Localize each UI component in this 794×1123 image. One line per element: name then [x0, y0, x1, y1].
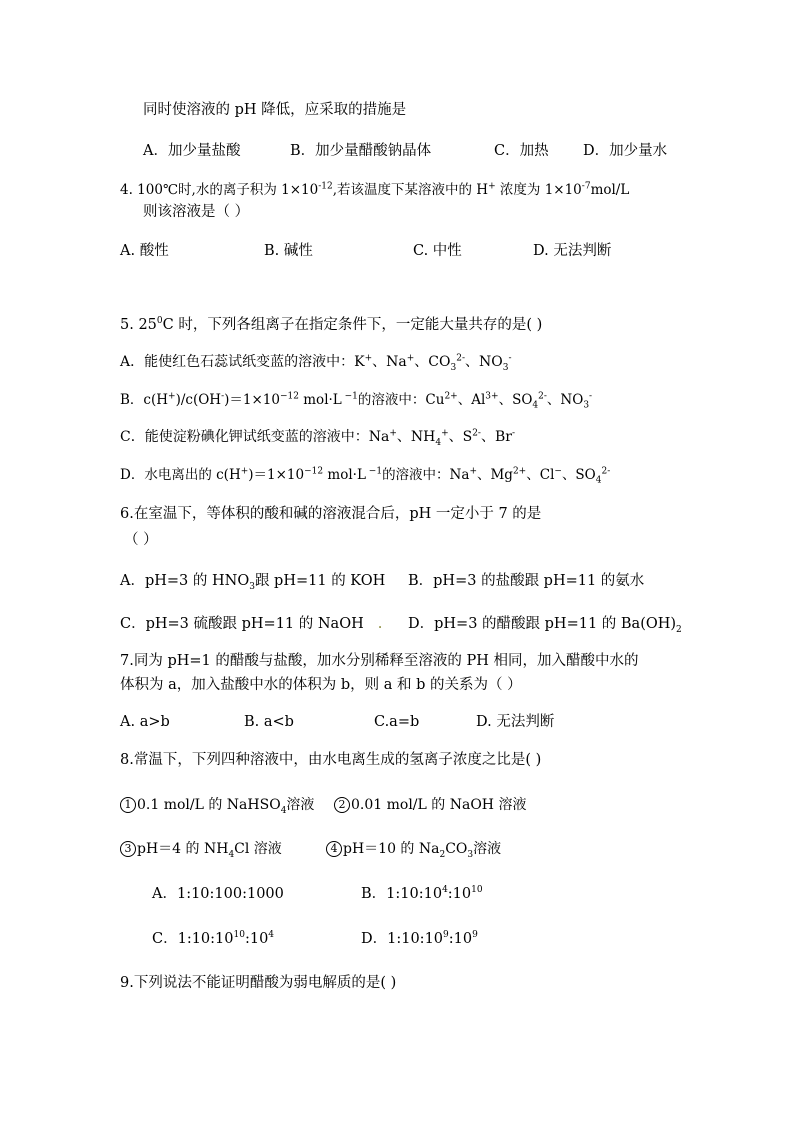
q5-c-text: 、S	[448, 429, 473, 445]
q8-d-sup: 9	[472, 930, 478, 941]
q8-s3-sub: 4	[228, 849, 235, 860]
q8-d-text: D．1:10:10	[361, 931, 444, 947]
q8-s4-sub: 3	[467, 849, 474, 860]
q9-stem: 9.下列说法不能证明醋酸为弱电解质的是( )	[120, 975, 397, 991]
q8-stem: 8.常温下，下列四种溶液中，由水电离生成的氢离子浓度之比是( )	[120, 752, 542, 768]
q8-option-a: A．1:10:100:1000	[152, 886, 284, 902]
q7-option-a: A. a>b	[120, 714, 170, 730]
q5-a-text: A．能使红色石蕊试纸变蓝的溶液中：K	[120, 354, 365, 370]
q5-stem	[120, 315, 542, 335]
q5-a-sup: +	[406, 353, 415, 364]
q5-c-text: 、NH	[396, 429, 436, 445]
q5-d-sup: −1	[365, 466, 383, 477]
q5-b-text: 的溶液中：Cu	[357, 392, 445, 408]
q6-d-sub: 2	[676, 624, 682, 635]
q8-option-b	[361, 884, 483, 904]
q8-solution-4	[326, 839, 501, 859]
q8-d-sup: 9	[443, 930, 449, 941]
q5-c-text: 、Br	[480, 429, 512, 445]
q5-d-sup: −12	[304, 466, 324, 477]
q3-option-c: C．加热	[494, 143, 549, 159]
q8-s1-sub: 4	[280, 805, 287, 816]
q5-d-sup: +	[469, 466, 477, 477]
q6-a-text: 跟 pH=11 的 KOH	[254, 573, 386, 589]
q8-solution-3	[120, 839, 282, 859]
q8-c-sup: 10	[233, 930, 245, 941]
q8-c-text: :10	[244, 931, 269, 947]
q5-c-sub: 4	[435, 437, 442, 448]
q6-a-sub: 3	[249, 581, 255, 592]
q5-b-sup: -	[221, 391, 225, 402]
q7-stem-line2: 体积为 a，加入盐酸中水的体积为 b，则 a 和 b 的关系为（ ）	[120, 677, 522, 693]
q5-d-sup: 2+	[512, 466, 527, 477]
q5-a-sub: 3	[502, 362, 509, 373]
q5-d-sup: +	[240, 466, 249, 477]
q6-a-text: A．pH=3 的 HNO	[120, 573, 250, 589]
q5-text: C 时，下列各组离子在指定条件下，一定能大量共存的是( )	[162, 317, 543, 333]
q8-b-text: B．1:10:10	[361, 886, 443, 902]
circled-number-icon: 2	[334, 797, 350, 813]
q5-c-sup: +	[441, 428, 449, 439]
q4-exp: -12	[318, 181, 333, 192]
q8-s1-text: 0.1 mol/L 的 NaHSO	[137, 797, 281, 813]
q5-d-sup: −	[554, 466, 562, 477]
q5-option-b	[120, 390, 592, 410]
q5-a-sup: -	[508, 353, 512, 364]
q8-s4-text: 溶液	[473, 841, 502, 857]
q6-c-text: C．pH=3 硫酸跟 pH=11 的 NaOH	[120, 616, 364, 632]
q8-solution-2	[334, 795, 526, 815]
q4-text: 4. 100℃时,水的离子积为 1×10	[120, 182, 319, 198]
q5-d-text: mol·L	[323, 467, 366, 483]
q5-d-text: )＝1×10	[248, 467, 305, 483]
q6-stem: 6.在室温下，等体积的酸和碱的溶液混合后，pH 一定小于 7 的是	[120, 506, 542, 522]
q4-option-b: B. 碱性	[264, 243, 313, 259]
q5-b-text: )/c(OH	[175, 392, 222, 408]
q5-a-text: 、NO	[465, 354, 503, 370]
q8-option-d	[361, 929, 478, 949]
q5-b-sup: 3+	[485, 391, 499, 402]
q5-b-text: 、Al	[457, 392, 486, 408]
q6-d-text: D．pH=3 的醋酸跟 pH=11 的 Ba(OH)	[408, 616, 677, 632]
q5-b-sub: 4	[532, 400, 539, 411]
q6-option-d	[408, 614, 682, 634]
q3-option-a: A．加少量盐酸	[143, 143, 241, 159]
circled-number-icon: 4	[326, 841, 342, 857]
q4-stem	[120, 180, 629, 200]
q7-stem-line1: 7.同为 pH=1 的醋酸与盐酸，加水分别稀释至溶液的 PH 相同，加入醋酸中水的	[120, 653, 639, 669]
q4-option-a: A. 酸性	[120, 243, 169, 259]
q4-option-d: D. 无法判断	[533, 243, 612, 259]
q5-b-sup: +	[168, 391, 176, 402]
q5-b-text: 、NO	[546, 392, 584, 408]
q5-b-text: B．c(H	[120, 392, 169, 408]
q8-solution-1	[120, 795, 314, 815]
q3-stem: 同时使溶液的 pH 降低，应采取的措施是	[143, 102, 407, 118]
q6-answer-paren: （ ）	[124, 532, 158, 548]
q8-d-text: :10	[448, 931, 473, 947]
q4-text: ,若该温度下某溶液中的 H	[332, 182, 489, 198]
q5-a-text: 、Na	[372, 354, 407, 370]
q8-s3-text: Cl 溶液	[234, 841, 282, 857]
q4-text: mol/L	[590, 182, 630, 198]
q5-option-a	[120, 352, 512, 372]
q5-d-sub: 4	[595, 475, 602, 486]
q5-text: 5. 25	[120, 317, 157, 333]
q4-exp: +	[488, 181, 496, 192]
q5-d-text: 的溶液中：Na	[382, 467, 470, 483]
q5-d-text: 、SO	[561, 467, 596, 483]
q8-s1-text: 溶液	[286, 797, 315, 813]
q5-option-d	[120, 465, 610, 485]
q4-exp: -7	[581, 181, 591, 192]
q5-b-sup: −12	[279, 391, 299, 402]
q5-option-c	[120, 427, 515, 447]
circled-number-icon: 1	[120, 797, 136, 813]
q8-s4-sub: 2	[439, 849, 446, 860]
q8-b-sup: 10	[471, 885, 483, 896]
q8-s2-text: 0.01 mol/L 的 NaOH 溶液	[351, 797, 527, 813]
q5-c-sup: -	[511, 428, 516, 439]
q6-option-c	[120, 614, 382, 634]
q5-b-sup: −1	[341, 391, 358, 402]
q5-d-sup: 2-	[601, 466, 611, 477]
q4-text: 浓度为 1×10	[495, 182, 582, 198]
q5-c-sup: +	[389, 428, 397, 439]
q3-option-d: D．加少量水	[583, 143, 668, 159]
circled-number-icon: 3	[120, 841, 136, 857]
q5-d-text: 、Mg	[476, 467, 513, 483]
q5-b-sup: -	[589, 391, 593, 402]
q8-c-sup: 4	[268, 930, 275, 941]
q5-c-text: C．能使淀粉碘化钾试纸变蓝的溶液中：Na	[120, 429, 390, 445]
q5-c-sup: 2-	[472, 428, 481, 439]
q7-option-c: C.a=b	[374, 714, 420, 730]
q5-a-sup: 2-	[456, 353, 465, 364]
q5-b-text: )＝1×10	[224, 392, 280, 408]
q5-a-text: 、CO	[414, 354, 451, 370]
q5-d-text: D．水电离出的 c(H	[120, 467, 241, 483]
q8-s4-text: pH＝10 的 Na	[343, 841, 440, 857]
q6-option-b: B．pH=3 的盐酸跟 pH=11 的氨水	[408, 573, 645, 589]
q5-b-sub: 3	[583, 400, 590, 411]
q5-b-text: 、SO	[498, 392, 533, 408]
q5-b-sup: 2+	[444, 391, 458, 402]
q4-stem-line2: 则该溶液是（ ）	[143, 204, 250, 220]
q4-option-c: C. 中性	[413, 243, 462, 259]
q5-b-text: mol·L	[298, 392, 342, 408]
q3-option-b: B．加少量醋酸钠晶体	[290, 143, 432, 159]
q5-exp: 0	[156, 316, 163, 327]
q6-option-a	[120, 571, 385, 591]
q5-a-sub: 3	[450, 362, 457, 373]
q7-option-b: B. a<b	[244, 714, 294, 730]
q7-option-d: D. 无法判断	[476, 714, 555, 730]
q8-s4-text: CO	[445, 841, 468, 857]
q6-c-mark: .	[377, 616, 383, 632]
q8-s3-text: pH＝4 的 NH	[137, 841, 229, 857]
q8-b-sup: 4	[442, 885, 448, 896]
q8-b-text: :10	[447, 886, 472, 902]
q5-a-sup: +	[364, 353, 373, 364]
q8-c-text: C．1:10:10	[152, 931, 234, 947]
q8-option-c	[152, 929, 274, 949]
q5-b-sup: 2-	[538, 391, 547, 402]
q5-d-text: 、Cl	[526, 467, 555, 483]
